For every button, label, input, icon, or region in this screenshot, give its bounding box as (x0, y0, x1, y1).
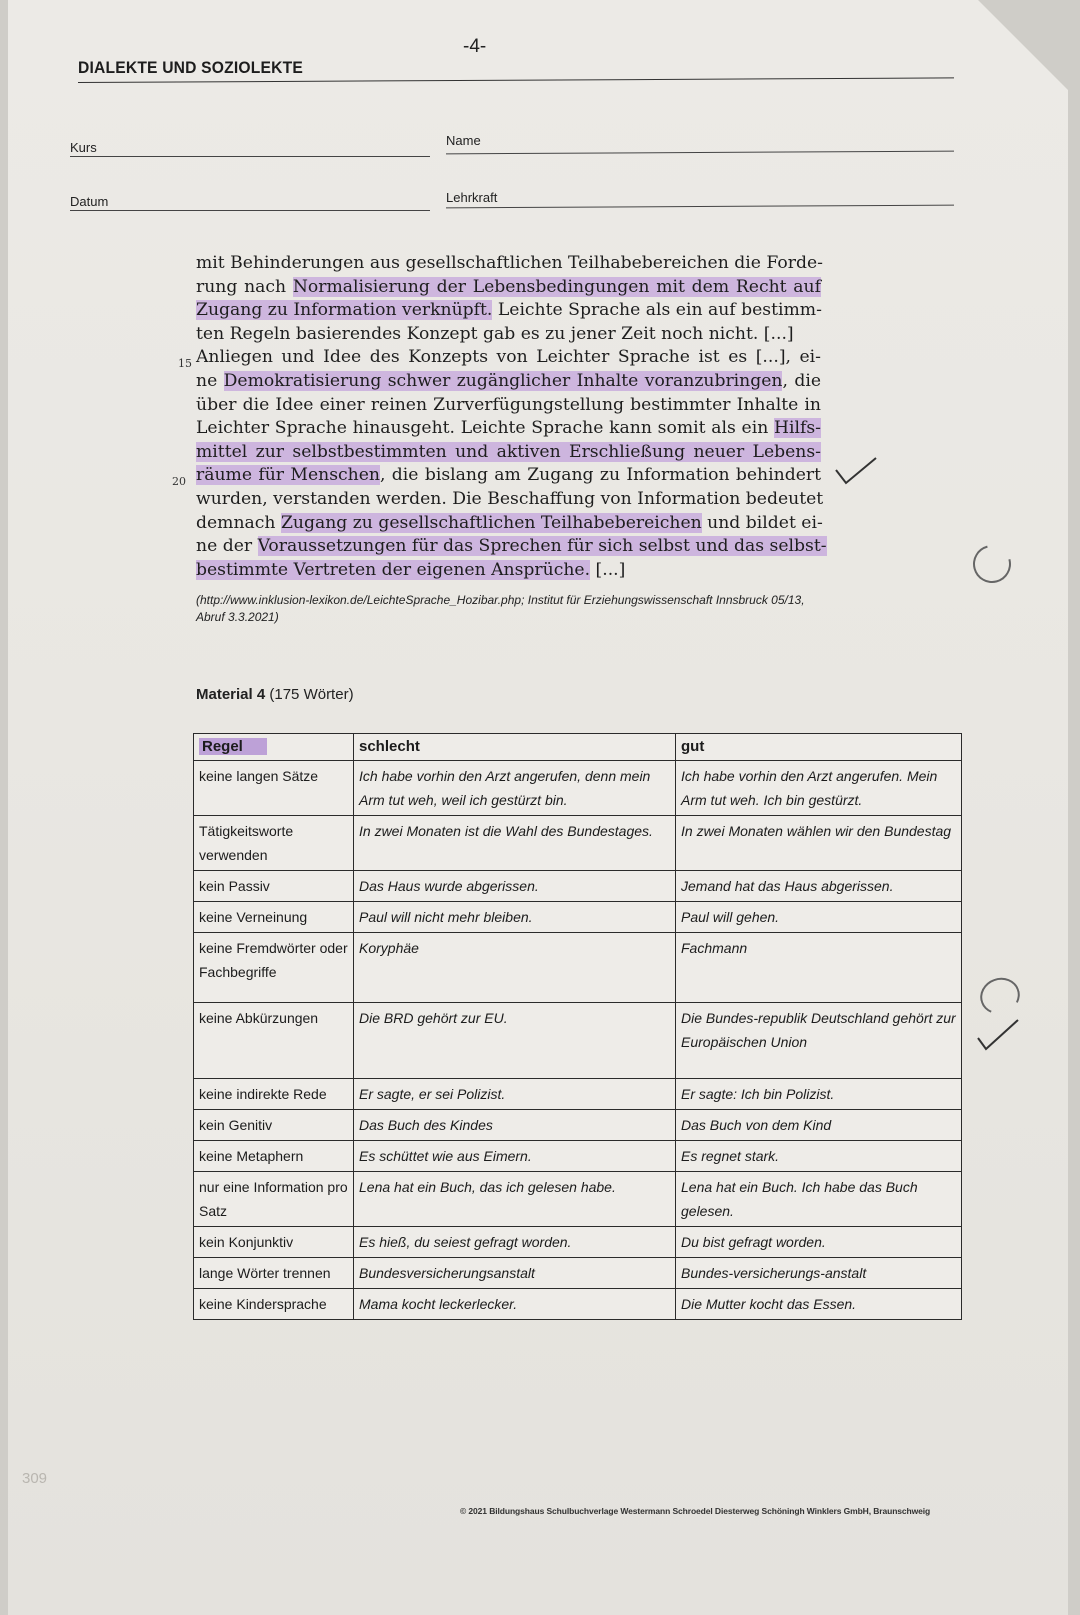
good-example-cell: Bundes-versicherungs-anstalt (676, 1258, 962, 1289)
highlighted-text: Hilfs- (774, 418, 821, 439)
bad-example-cell: Paul will nicht mehr bleiben. (354, 902, 676, 933)
text-line: ten Regeln basierendes Konzept gab es zu jener Zeit noch nicht. [...] (196, 323, 794, 344)
bad-example-cell: Bundesversicherungsanstalt (354, 1258, 676, 1289)
highlighted-text: räume für Menschen (196, 465, 380, 486)
rule-cell: lange Wörter trennen (194, 1258, 354, 1289)
table-row (194, 1172, 962, 1227)
source-text-excerpt (196, 252, 827, 582)
text-line: ne der Voraussetzungen für das Sprechen für sich selbst und das selbst- (196, 536, 827, 557)
bad-example-cell: Das Haus wurde abgerissen. (354, 871, 676, 902)
good-example-cell: Die Mutter kocht das Essen. (676, 1289, 962, 1320)
table-row (194, 1079, 962, 1110)
good-example-cell: Fachmann (676, 933, 962, 1003)
text-line: wurden, verstanden werden. Die Beschaffung von Information bedeutet (196, 488, 824, 509)
bad-example-cell: Ich habe vorhin den Arzt angerufen, denn mein Arm tut weh, weil ich gestürzt bin. (354, 761, 676, 816)
text-line: ne Demokratisierung schwer zugänglicher Inhalte voranzubringen, die (196, 370, 821, 391)
rule-cell: keine Kindersprache (194, 1289, 354, 1320)
text-line: bestimmte Vertreten der eigenen Ansprüche. [...] (196, 559, 626, 580)
rule-cell: keine indirekte Rede (194, 1079, 354, 1110)
table-row (194, 1289, 962, 1320)
title-underline (78, 77, 954, 83)
text-line (196, 441, 821, 465)
text-line: mit Behinderungen aus gesellschaftlichen Teilhabebereichen die Forde- (196, 253, 823, 273)
source-citation-date: Abruf 3.3.2021) (196, 610, 279, 624)
datum-label: Datum (70, 194, 109, 209)
table-row (194, 933, 962, 1003)
bad-example-cell: Es hieß, du seiest gefragt worden. (354, 1227, 676, 1258)
bad-example-cell: Er sagte, er sei Polizist. (354, 1079, 676, 1110)
bad-example-cell: Es schüttet wie aus Eimern. (354, 1141, 676, 1172)
rule-cell: nur eine Information pro Satz (194, 1172, 354, 1227)
easy-language-rules-table (193, 733, 962, 1320)
good-example-cell: Das Buch von dem Kind (676, 1110, 962, 1141)
text-line: demnach Zugang zu gesellschaftlichen Teilhabebereichen und bildet ei- (196, 512, 823, 533)
worksheet-page (8, 0, 1068, 1615)
table-row (194, 1003, 962, 1079)
checkmark-icon (834, 456, 878, 486)
highlighted-text: Voraussetzungen für das Sprechen für sich selbst und das selbst- (257, 536, 827, 557)
line-number-15: 15 (178, 357, 192, 370)
good-example-cell: In zwei Monaten wählen wir den Bundestag (676, 816, 962, 871)
text-line: Zugang zu Information verknüpft. Leichte Sprache als ein auf bestimm- (196, 300, 822, 321)
header-gut: gut (676, 734, 962, 761)
circle-mark-icon (975, 972, 1025, 1020)
good-example-cell: Ich habe vorhin den Arzt angerufen. Mein Arm tut weh. Ich bin gestürzt. (676, 761, 962, 816)
bad-example-cell: In zwei Monaten ist die Wahl des Bundestages. (354, 816, 676, 871)
text-line: rung nach Normalisierung der Lebensbedingungen mit dem Recht auf (196, 276, 821, 297)
name-label: Name (446, 133, 481, 148)
material-heading (196, 686, 354, 703)
highlighted-text: Zugang zu gesellschaftlichen Teilhabebereichen (280, 512, 702, 533)
margin-page-number: 309 (22, 1470, 48, 1487)
rule-cell: kein Konjunktiv (194, 1227, 354, 1258)
rule-cell: keine Metaphern (194, 1141, 354, 1172)
material-word-count: (175 Wörter) (269, 686, 354, 703)
bad-example-cell: Koryphäe (354, 933, 676, 1003)
rule-cell: kein Passiv (194, 871, 354, 902)
text-line: über die Idee einer reinen Zurverfügungstellung bestimmter Inhalte in (196, 394, 821, 415)
table-row (194, 816, 962, 871)
good-example-cell: Er sagte: Ich bin Polizist. (676, 1079, 962, 1110)
rule-cell: keine Fremdwörter oder Fachbegriffe (194, 933, 354, 1003)
good-example-cell: Jemand hat das Haus abgerissen. (676, 871, 962, 902)
table-row (194, 1110, 962, 1141)
lehrkraft-label: Lehrkraft (446, 190, 498, 205)
header-regel: Regel (194, 734, 354, 761)
table-row (194, 1258, 962, 1289)
rule-cell: kein Genitiv (194, 1110, 354, 1141)
copyright-footer: © 2021 Bildungshaus Schulbuchverlage Westermann Schroedel Diesterweg Schöningh Winklers GmbH, Braunschweig (460, 1506, 931, 1516)
text-line: Leichter Sprache hinausgeht. Leichte Sprache kann somit als ein Hilfs- (196, 418, 821, 439)
folded-corner (978, 0, 1068, 90)
datum-line (70, 210, 430, 211)
checkmark-icon (976, 1018, 1020, 1052)
good-example-cell: Du bist gefragt worden. (676, 1227, 962, 1258)
good-example-cell: Paul will gehen. (676, 902, 962, 933)
header-schlecht: schlecht (354, 734, 676, 761)
table-row (194, 871, 962, 902)
highlighted-text: Demokratisierung schwer zugänglicher Inhalte voranzubringen (223, 370, 783, 391)
text-line: Anliegen und Idee des Konzepts von Leichter Sprache ist es [...], ei- (196, 347, 821, 368)
table-row (194, 902, 962, 933)
rule-cell: keine Abkürzungen (194, 1003, 354, 1079)
name-line (446, 151, 954, 155)
circle-mark-icon (966, 538, 1018, 590)
bad-example-cell: Die BRD gehört zur EU. (354, 1003, 676, 1079)
table-row (194, 1141, 962, 1172)
page-number: -4- (463, 36, 487, 57)
rule-cell: keine Verneinung (194, 902, 354, 933)
table-header-row (194, 734, 962, 761)
kurs-label: Kurs (70, 140, 97, 155)
table-row (194, 761, 962, 816)
highlighted-text: Zugang zu Information verknüpft. (196, 300, 493, 321)
good-example-cell: Lena hat ein Buch. Ich habe das Buch gelesen. (676, 1172, 962, 1227)
highlighted-text: mittel zur selbstbestimmten und aktiven Erschließung neuer Lebens- (196, 441, 821, 462)
text-line: räume für Menschen, die bislang am Zugang zu Information behindert (196, 465, 821, 486)
line-number-20: 20 (172, 475, 186, 488)
bad-example-cell: Das Buch des Kindes (354, 1110, 676, 1141)
bad-example-cell: Lena hat ein Buch, das ich gelesen habe. (354, 1172, 676, 1227)
good-example-cell: Die Bundes-republik Deutschland gehört zur Europäischen Union (676, 1003, 962, 1079)
kurs-line (70, 156, 430, 157)
highlighted-text: Normalisierung der Lebensbedingungen mit dem Recht auf (292, 276, 821, 297)
source-citation (196, 592, 916, 626)
good-example-cell: Es regnet stark. (676, 1141, 962, 1172)
highlighted-text: bestimmte Vertreten der eigenen Ansprüche. (196, 559, 591, 580)
source-citation-line: (http://www.inklusion-lexikon.de/LeichteSprache_Hozibar.php; Institut für Erziehungswissenschaft Innsbruck 05/13, (196, 593, 805, 607)
rule-cell: Tätigkeitsworte verwenden (194, 816, 354, 871)
lehrkraft-line (446, 205, 954, 209)
material-title: Material 4 (196, 686, 266, 703)
table-row (194, 1227, 962, 1258)
bad-example-cell: Mama kocht leckerlecker. (354, 1289, 676, 1320)
document-title: DIALEKTE UND SOZIOLEKTE (78, 58, 303, 77)
rule-cell: keine langen Sätze (194, 761, 354, 816)
